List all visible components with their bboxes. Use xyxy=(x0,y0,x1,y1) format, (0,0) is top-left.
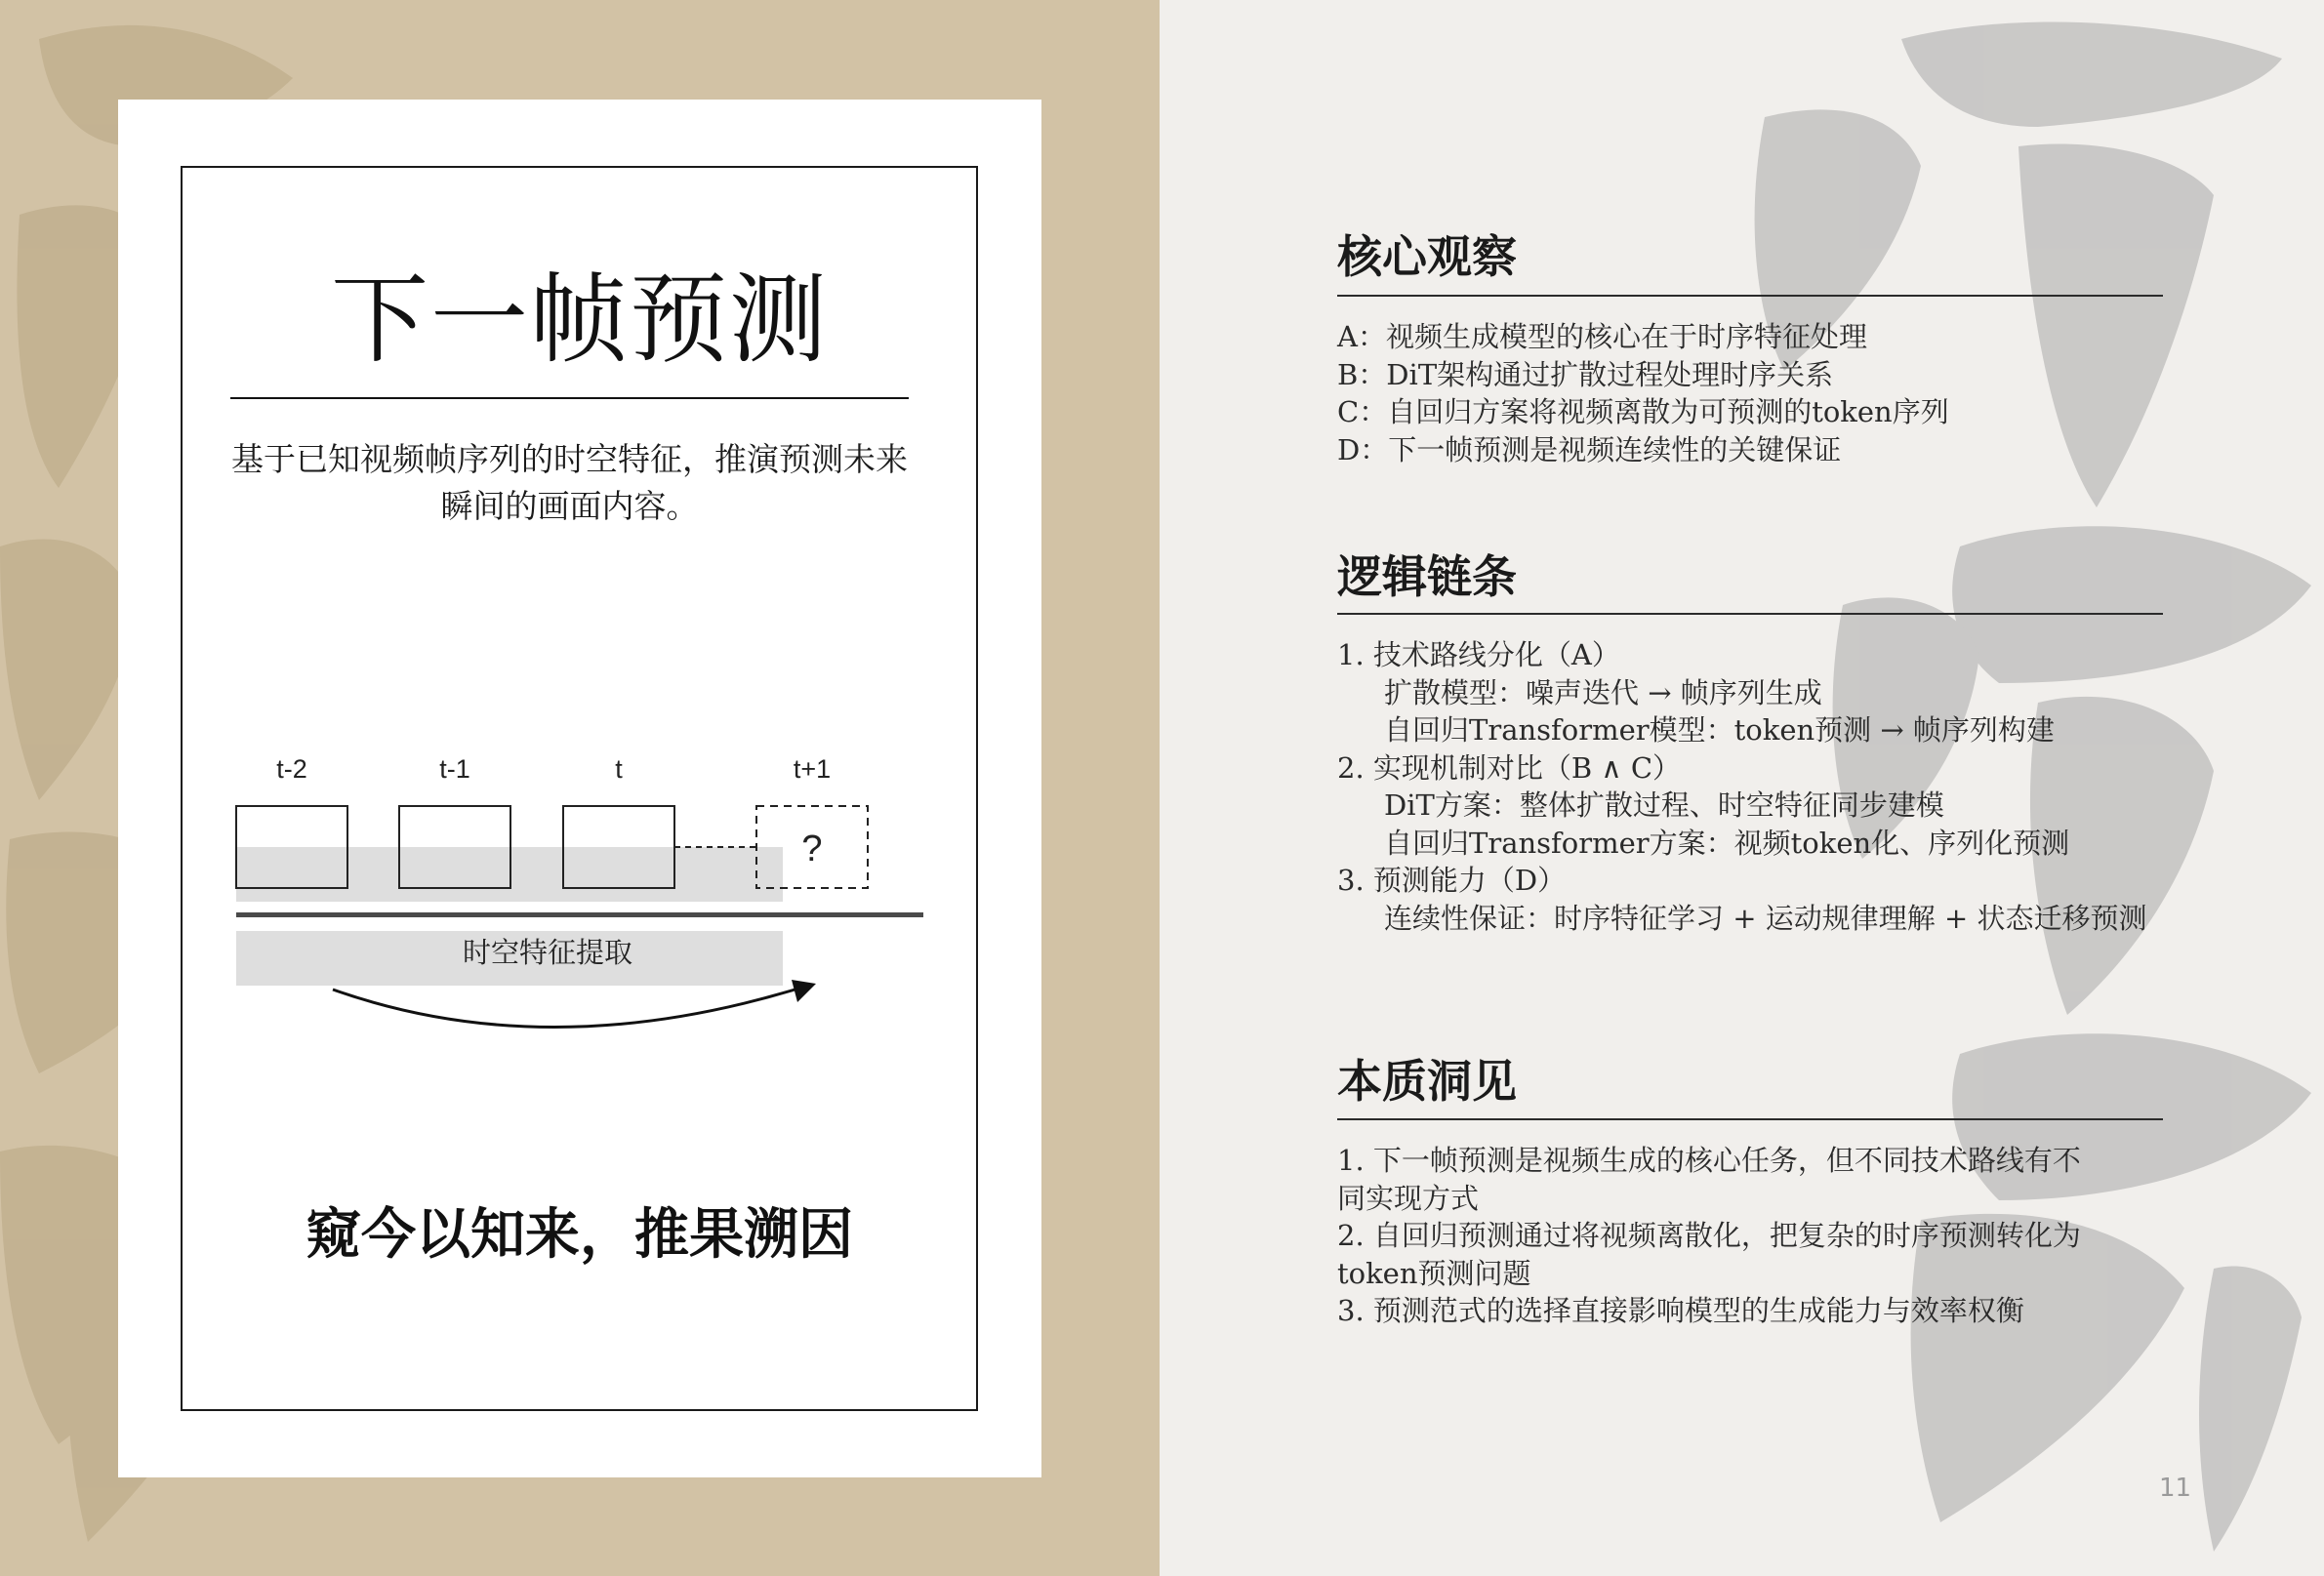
logic-item: 3. 预测能力（D） xyxy=(1337,864,1567,897)
logic-subitem: 自回归Transformer方案：视频token化、序列化预测 xyxy=(1384,826,2070,860)
concept-card xyxy=(118,100,1041,1477)
section-rule-essential-insight xyxy=(1337,1118,2163,1120)
core-observation-list xyxy=(1337,318,2163,468)
section-title-logic-chain: 逻辑链条 xyxy=(1337,550,1517,603)
section-title-essential-insight: 本质洞见 xyxy=(1337,1055,1517,1108)
logic-chain-list xyxy=(1337,636,2163,937)
card-title: 下一帧预测 xyxy=(331,263,829,377)
section-title-core-observation: 核心观察 xyxy=(1337,230,1517,283)
logic-subitem: DiT方案：整体扩散过程、时空特征同步建模 xyxy=(1384,788,1944,822)
frame-label-t: t xyxy=(615,754,623,784)
logic-item: 1. 技术路线分化（A） xyxy=(1337,638,1620,671)
section-rule-core-observation xyxy=(1337,295,2163,297)
card-motto: 窥今以知来，推果溯因 xyxy=(306,1202,853,1267)
frame-prediction-diagram xyxy=(118,100,1041,1477)
insight-item: 3. 预测范式的选择直接影响模型的生成能力与效率权衡 xyxy=(1337,1294,2024,1327)
insight-list xyxy=(1337,1142,2108,1330)
observation-item: B：DiT架构通过扩散过程处理时序关系 xyxy=(1337,357,1834,391)
frame-label-t-2: t-2 xyxy=(276,754,307,784)
frame-label-t-plus-1: t+1 xyxy=(793,754,832,784)
arrow-head-icon xyxy=(792,980,816,1002)
logic-item: 2. 实现机制对比（B ∧ C） xyxy=(1337,750,1682,785)
logic-subitem: 连续性保证：时序特征学习 + 运动规律理解 + 状态迁移预测 xyxy=(1384,901,2147,935)
insight-item: 1. 下一帧预测是视频生成的核心任务，但不同技术路线有不同实现方式 xyxy=(1337,1144,2081,1215)
frame-label-t-1: t-1 xyxy=(439,754,470,784)
prediction-curve-arrow xyxy=(333,988,801,1028)
observation-item: D：下一帧预测是视频连续性的关键保证 xyxy=(1337,432,1842,466)
timeline-baseline xyxy=(236,912,923,917)
card-description: 基于已知视频帧序列的时空特征，推演预测未来瞬间的画面内容。 xyxy=(231,440,908,525)
page-number: 11 xyxy=(2159,1474,2192,1503)
prediction-question-mark: ? xyxy=(801,828,823,869)
insight-item: 2. 自回归预测通过将视频离散化，把复杂的时序预测转化为token预测问题 xyxy=(1337,1219,2081,1290)
logic-subitem: 自回归Transformer模型：token预测 → 帧序列构建 xyxy=(1384,713,2055,747)
observation-item: C：自回归方案将视频离散为可预测的token序列 xyxy=(1337,395,1949,428)
feature-extraction-label: 时空特征提取 xyxy=(462,936,633,969)
section-rule-logic-chain xyxy=(1337,613,2163,615)
logic-subitem: 扩散模型：噪声迭代 → 帧序列生成 xyxy=(1384,675,1822,709)
observation-item: A：视频生成模型的核心在于时序特征处理 xyxy=(1337,320,1867,353)
